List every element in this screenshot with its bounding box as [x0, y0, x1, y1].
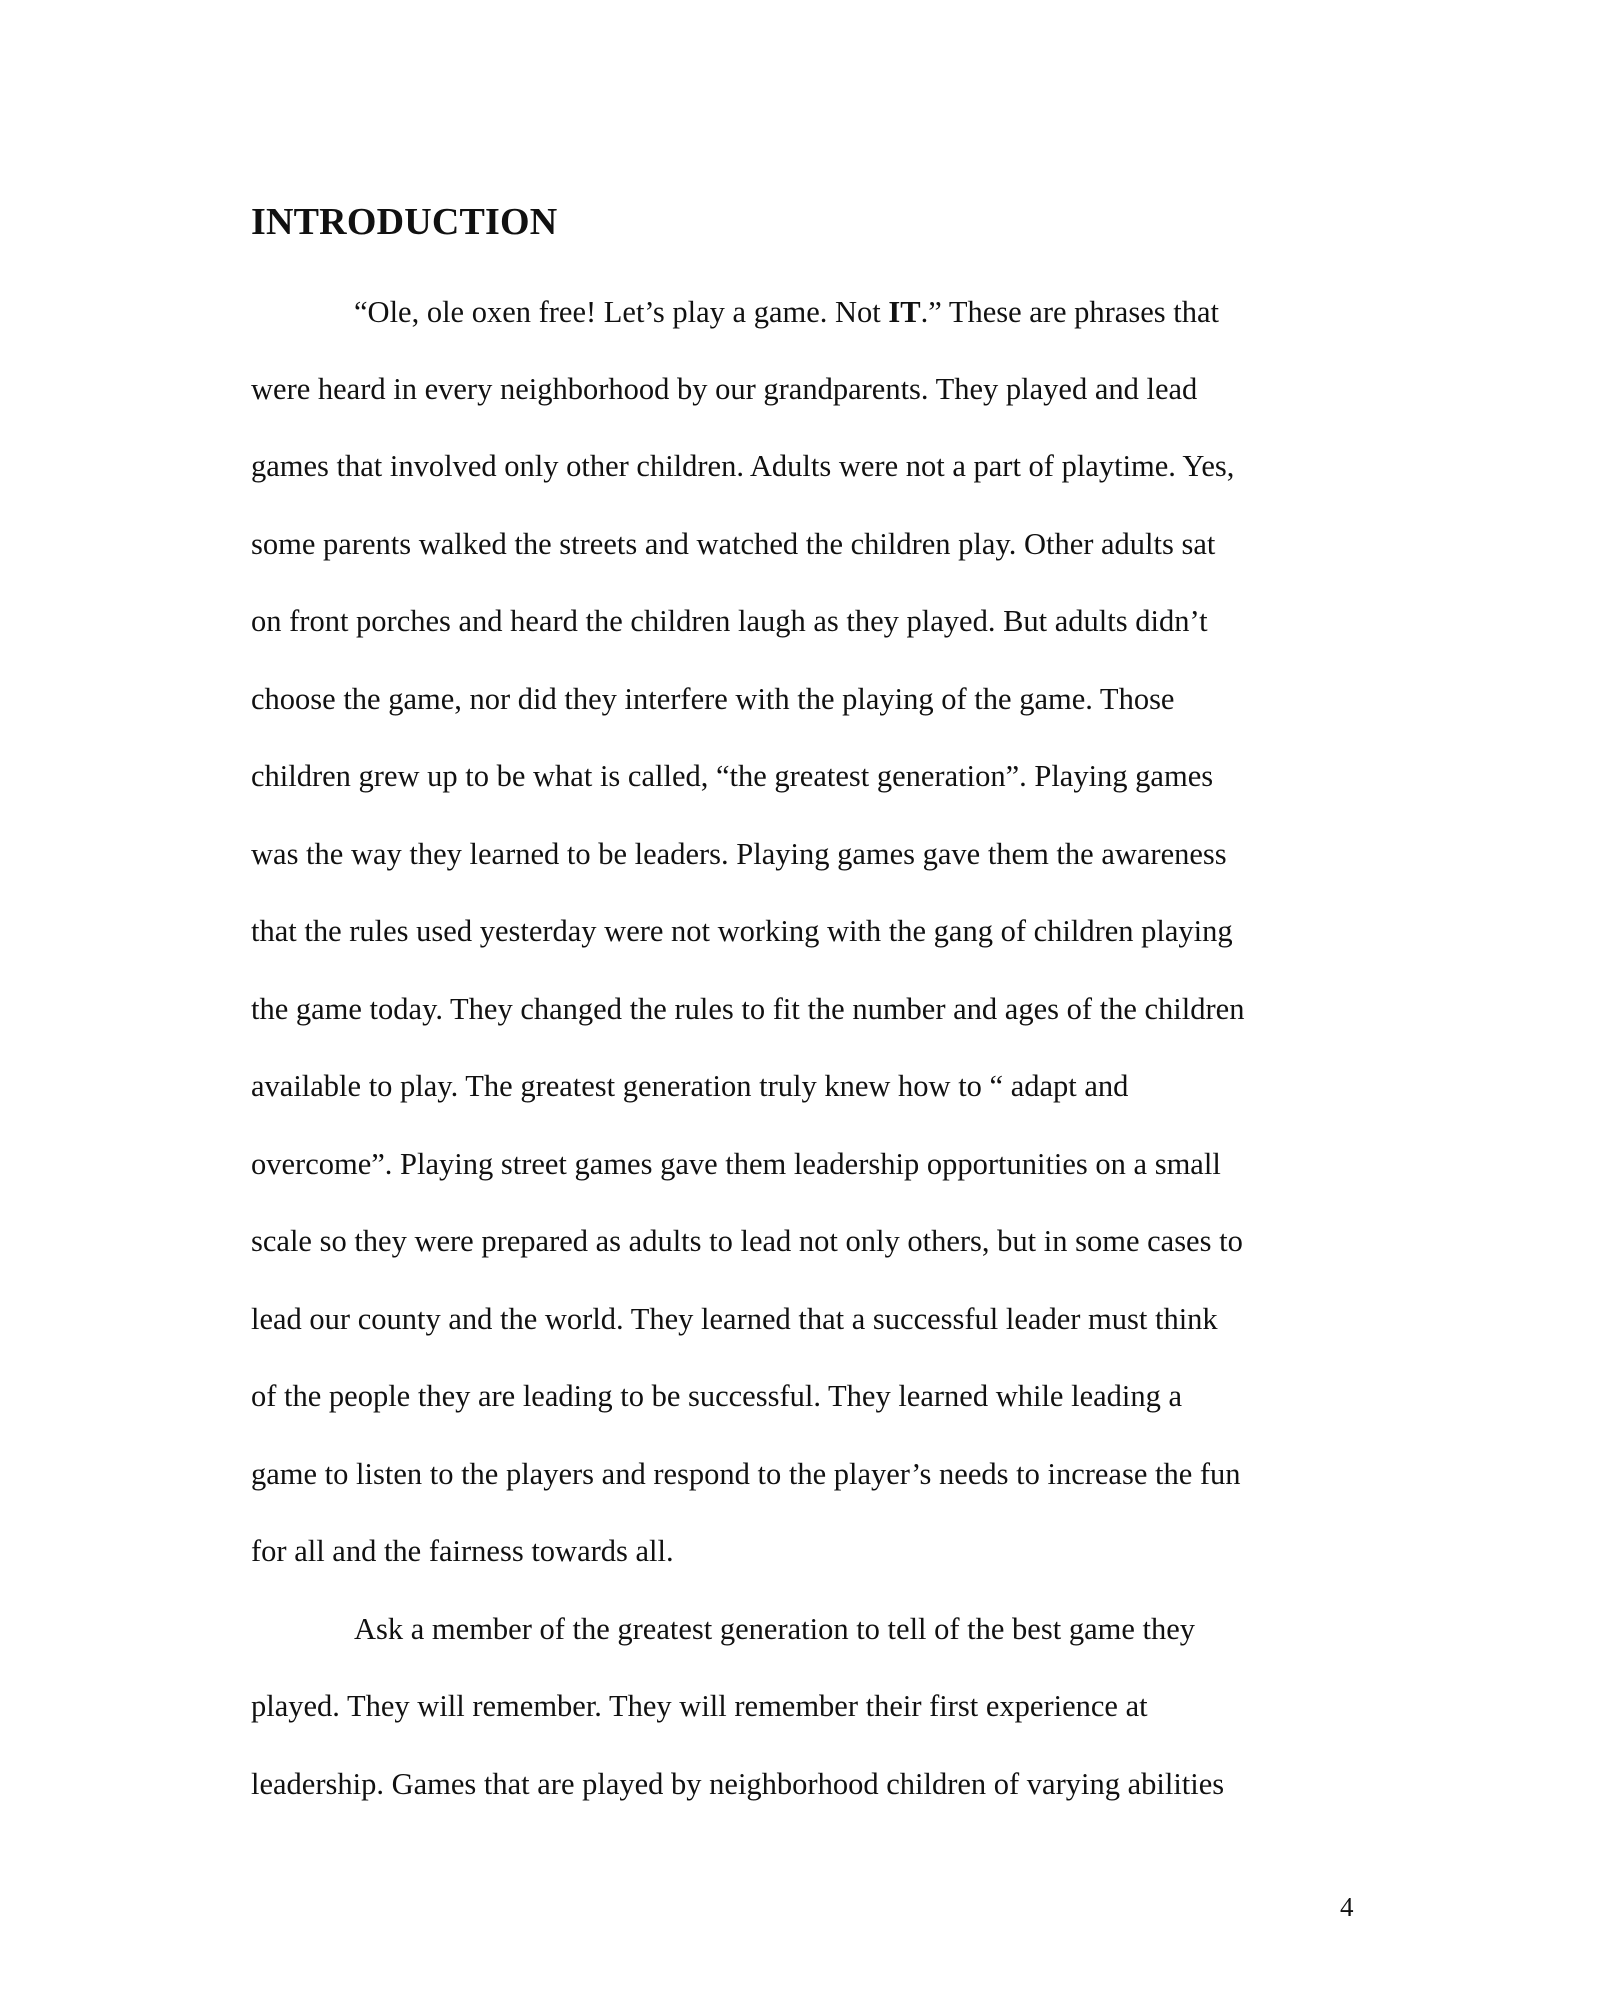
- text-line: leadership. Games that are played by neighborhood children of varying abilities: [251, 1767, 1225, 1801]
- text-line: were heard in every neighborhood by our grandparents. They played and lead: [251, 372, 1198, 406]
- text-line: played. They will remember. They will remember their first experience at: [251, 1689, 1148, 1723]
- text-line: choose the game, nor did they interfere with the playing of the game. Those: [251, 682, 1175, 716]
- text-line: the game today. They changed the rules to fit the number and ages of the children: [251, 992, 1245, 1026]
- text-line: was the way they learned to be leaders. Playing games gave them the awareness: [251, 837, 1227, 871]
- text-line: overcome”. Playing street games gave them leadership opportunities on a small: [251, 1147, 1221, 1181]
- text-line: of the people they are leading to be successful. They learned while leading a: [251, 1379, 1183, 1413]
- text-line: that the rules used yesterday were not working with the gang of children playing: [251, 914, 1233, 948]
- text-line: available to play. The greatest generation truly knew how to “ adapt and: [251, 1069, 1129, 1103]
- text-line: children grew up to be what is called, “the greatest generation”. Playing games: [251, 759, 1214, 793]
- text-line: on front porches and heard the children laugh as they played. But adults didn’t: [251, 604, 1208, 638]
- bold-text: IT: [888, 295, 921, 329]
- paragraph-2-line-1: Ask a member of the greatest generation to tell of the best game they: [354, 1612, 1195, 1646]
- text-span: “Ole, ole oxen free! Let’s play a game. Not: [354, 295, 889, 329]
- text-line: games that involved only other children. Adults were not a part of playtime. Yes,: [251, 449, 1235, 483]
- paragraph-1-line-1: [354, 292, 1219, 332]
- text-line: some parents walked the streets and watched the children play. Other adults sat: [251, 527, 1216, 561]
- text-line: lead our county and the world. They learned that a successful leader must think: [251, 1302, 1218, 1336]
- page-number: 4: [1340, 1892, 1354, 1922]
- text-line: for all and the fairness towards all.: [251, 1534, 674, 1568]
- text-line: scale so they were prepared as adults to lead not only others, but in some cases to: [251, 1224, 1243, 1258]
- section-heading: INTRODUCTION: [251, 201, 558, 243]
- text-span: .” These are phrases that: [920, 295, 1219, 329]
- text-line: game to listen to the players and respond to the player’s needs to increase the fun: [251, 1457, 1241, 1491]
